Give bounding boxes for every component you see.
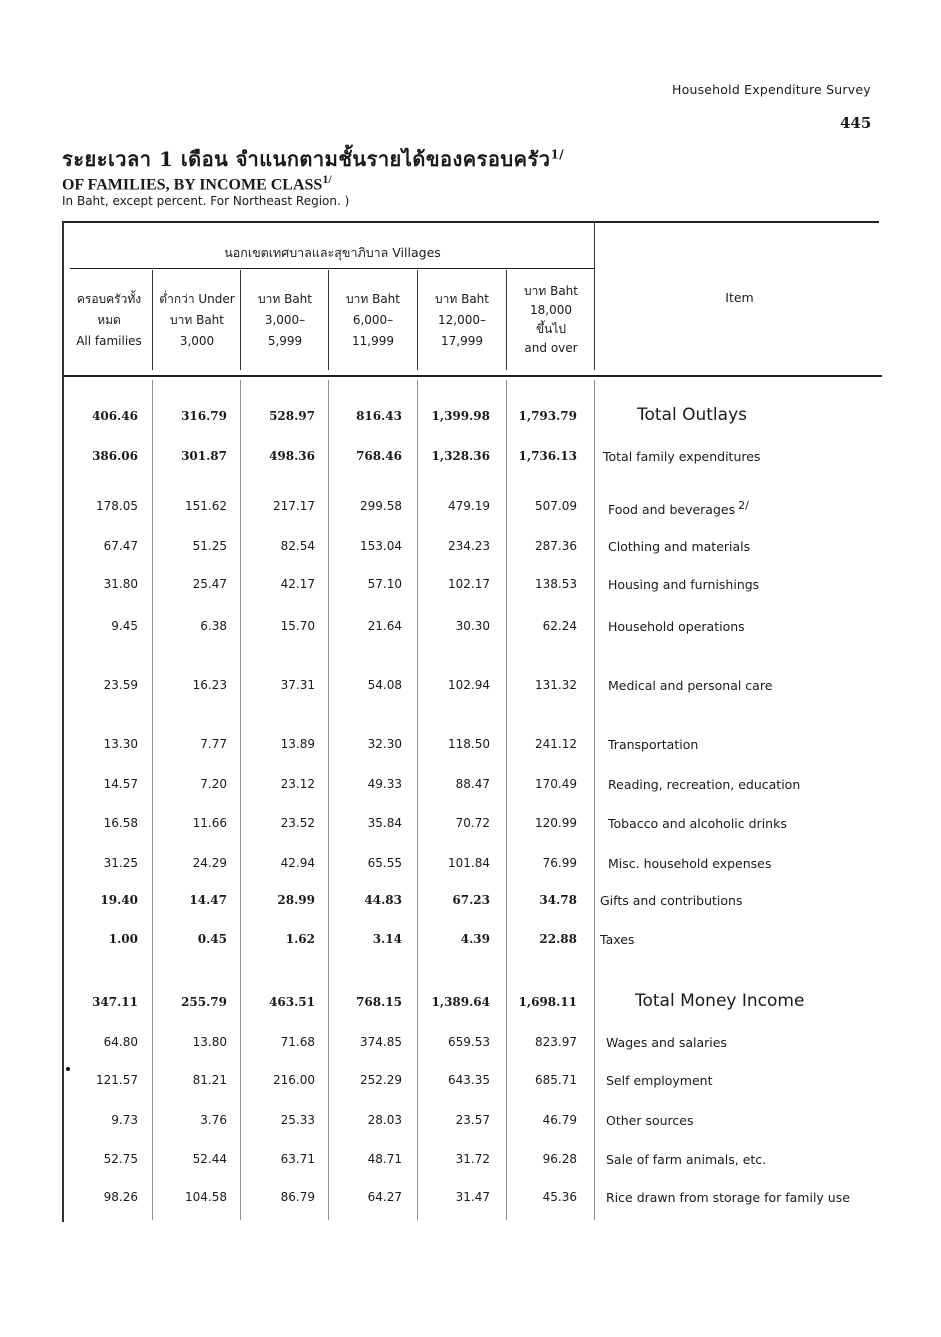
table-cell: 118.50 <box>448 737 490 751</box>
table-cell: 81.21 <box>192 1073 227 1087</box>
row-label-text: Reading, recreation, education <box>608 777 801 792</box>
table-cell: 102.17 <box>448 577 490 591</box>
table-cell: 23.57 <box>455 1113 490 1127</box>
table-cell: 63.71 <box>280 1152 315 1166</box>
table-cell: 768.46 <box>356 449 402 463</box>
table-cell: 13.30 <box>103 737 138 751</box>
row-label <box>635 991 804 1011</box>
table-cell: 170.49 <box>535 777 577 791</box>
table-cell: 255.79 <box>181 995 227 1009</box>
table-cell: 1.62 <box>285 932 315 946</box>
col-header-line: 18,000 <box>530 303 572 317</box>
column-separator <box>506 380 507 1220</box>
col-header-line: 3,000– <box>264 313 306 327</box>
column-separator <box>240 380 241 1220</box>
table-cell: 67.23 <box>452 893 490 907</box>
col-header-line: 12,000– <box>438 313 486 327</box>
row-label-text: Medical and personal care <box>608 678 773 693</box>
table-cell: 121.57 <box>96 1073 138 1087</box>
table-cell: 347.11 <box>92 995 138 1009</box>
header-bottom-rule <box>62 375 882 377</box>
col-header-line: บาท Baht <box>346 292 400 306</box>
table-cell: 34.78 <box>539 893 577 907</box>
table-cell: 54.08 <box>367 678 402 692</box>
table-cell: 16.58 <box>103 816 138 830</box>
col-header-12000-17999 <box>418 289 506 352</box>
table-cell: 19.40 <box>100 893 138 907</box>
row-label <box>608 678 772 693</box>
table-cell: 178.05 <box>96 499 138 513</box>
table-cell: 3.76 <box>200 1113 227 1127</box>
table-cell: 45.36 <box>542 1190 577 1204</box>
table-cell: 62.24 <box>542 619 577 633</box>
table-cell: 25.33 <box>280 1113 315 1127</box>
table-cell: 151.62 <box>185 499 227 513</box>
table-cell: 153.04 <box>360 539 402 553</box>
table-cell: 51.25 <box>192 539 227 553</box>
table-cell: 406.46 <box>92 409 138 423</box>
table-cell: 685.71 <box>535 1073 577 1087</box>
table-cell: 1,698.11 <box>518 995 577 1009</box>
table-cell: 28.03 <box>367 1113 402 1127</box>
table-cell: 44.83 <box>364 893 402 907</box>
row-label-text: Wages and salaries <box>606 1035 727 1050</box>
table-cell: 120.99 <box>535 816 577 830</box>
table-cell: 48.71 <box>367 1152 402 1166</box>
table-cell: 86.79 <box>280 1190 315 1204</box>
table-cell: 42.17 <box>280 577 315 591</box>
group-header-rule <box>70 268 595 269</box>
col-header-line: บาท Baht <box>524 284 578 298</box>
table-cell: 13.89 <box>280 737 315 751</box>
table-cell: 216.00 <box>273 1073 315 1087</box>
table-cell: 131.32 <box>535 678 577 692</box>
row-label <box>608 777 800 792</box>
col-header-line: 6,000– <box>352 313 394 327</box>
row-label <box>606 1113 694 1128</box>
table-cell: 479.19 <box>448 499 490 513</box>
table-cell: 31.80 <box>103 577 138 591</box>
table-left-border <box>62 222 64 1222</box>
row-label <box>606 1073 712 1088</box>
table-cell: 49.33 <box>367 777 402 791</box>
table-cell: 32.30 <box>367 737 402 751</box>
row-label-footnote: 2/ <box>738 499 749 512</box>
col-header-line: บาท Baht <box>170 313 224 327</box>
table-cell: 7.20 <box>200 777 227 791</box>
col-header-6000-11999 <box>329 289 417 352</box>
table-cell: 76.99 <box>542 856 577 870</box>
table-cell: 104.58 <box>185 1190 227 1204</box>
table-cell: 768.15 <box>356 995 402 1009</box>
table-cell: 57.10 <box>367 577 402 591</box>
col-header-line: 11,999 <box>352 334 394 348</box>
row-label-text: Self employment <box>606 1073 713 1088</box>
table-cell: 3.14 <box>372 932 402 946</box>
table-cell: 22.88 <box>539 932 577 946</box>
table-cell: 101.84 <box>448 856 490 870</box>
col-header-line: ขึ้นไป <box>535 322 567 336</box>
col-header-line: บาท Baht <box>435 292 489 306</box>
table-top-rule <box>62 221 879 223</box>
table-cell: 138.53 <box>535 577 577 591</box>
table-cell: 52.44 <box>192 1152 227 1166</box>
table-cell: 46.79 <box>542 1113 577 1127</box>
page-number: 445 <box>840 114 872 132</box>
table-cell: 65.55 <box>367 856 402 870</box>
col-header-18000-over <box>507 282 595 358</box>
col-header-3000-5999 <box>242 289 328 352</box>
table-cell: 316.79 <box>181 409 227 423</box>
table-cell: 9.45 <box>111 619 138 633</box>
table-cell: 102.94 <box>448 678 490 692</box>
group-header: นอกเขตเทศบาลและสุขาภิบาล Villages <box>224 245 441 260</box>
row-label <box>603 449 760 464</box>
col-header-line: 3,000 <box>179 334 215 348</box>
table-cell: 88.47 <box>455 777 490 791</box>
table-cell: 528.97 <box>269 409 315 423</box>
row-label <box>608 619 745 634</box>
table-cell: 299.58 <box>360 499 402 513</box>
table-cell: 0.45 <box>197 932 227 946</box>
row-label-text: Total family expenditures <box>603 449 761 464</box>
row-label <box>600 893 743 908</box>
row-label <box>608 737 698 752</box>
table-cell: 287.36 <box>535 539 577 553</box>
table-cell: 24.29 <box>192 856 227 870</box>
table-cell: 234.23 <box>448 539 490 553</box>
table-cell: 252.29 <box>360 1073 402 1087</box>
table-cell: 23.12 <box>280 777 315 791</box>
row-label <box>608 816 787 831</box>
table-subtitle: In Baht, except percent. For Northeast Region. ) <box>62 194 350 208</box>
table-cell: 31.25 <box>103 856 138 870</box>
row-label-text: Total Money Income <box>635 991 805 1011</box>
table-cell: 241.12 <box>535 737 577 751</box>
table-cell: 52.75 <box>103 1152 138 1166</box>
col-header-under-3000 <box>153 289 241 352</box>
table-cell: 35.84 <box>367 816 402 830</box>
col-header-line: ครอบครัวทั้ง <box>76 292 142 306</box>
table-cell: 498.36 <box>269 449 315 463</box>
row-label-text: Transportation <box>608 737 699 752</box>
table-cell: 4.39 <box>460 932 490 946</box>
table-cell: 643.35 <box>448 1073 490 1087</box>
table-cell: 37.31 <box>280 678 315 692</box>
row-label-text: Total Outlays <box>637 405 747 425</box>
title-english <box>62 172 332 194</box>
row-label-text: Housing and furnishings <box>608 577 760 592</box>
table-cell: 1,793.79 <box>518 409 577 423</box>
row-label <box>606 1152 766 1167</box>
table-cell: 21.64 <box>367 619 402 633</box>
row-label-text: Gifts and contributions <box>600 893 743 908</box>
col-header-line: All families <box>76 334 142 348</box>
row-label-text: Household operations <box>608 619 745 634</box>
running-head: Household Expenditure Survey <box>672 82 871 97</box>
print-speck <box>66 1067 70 1071</box>
table-cell: 823.97 <box>535 1035 577 1049</box>
row-label-text: Taxes <box>600 932 635 947</box>
row-label <box>608 499 749 517</box>
table-cell: 71.68 <box>280 1035 315 1049</box>
col-header-line: หมด <box>97 313 121 327</box>
table-cell: 463.51 <box>269 995 315 1009</box>
row-label <box>608 577 759 592</box>
table-cell: 70.72 <box>455 816 490 830</box>
column-separator <box>594 380 595 1220</box>
col-header-line: บาท Baht <box>258 292 312 306</box>
table-cell: 28.99 <box>277 893 315 907</box>
table-cell: 1,389.64 <box>431 995 490 1009</box>
title-thai <box>62 143 564 175</box>
row-label-text: Other sources <box>606 1113 694 1128</box>
row-label <box>600 932 634 947</box>
row-label-text: Sale of farm animals, etc. <box>606 1152 767 1167</box>
table-cell: 25.47 <box>192 577 227 591</box>
col-header-line: ต่ำกว่า Under <box>159 292 235 306</box>
table-cell: 9.73 <box>111 1113 138 1127</box>
table-cell: 96.28 <box>542 1152 577 1166</box>
table-cell: 67.47 <box>103 539 138 553</box>
col-header-line: 5,999 <box>267 334 303 348</box>
col-header-line: and over <box>524 341 578 355</box>
row-label <box>606 1035 727 1050</box>
row-label-text: Rice drawn from storage for family use <box>606 1190 850 1205</box>
table-cell: 14.57 <box>103 777 138 791</box>
row-label-text: Food and beverages <box>608 502 736 518</box>
row-label <box>608 539 750 554</box>
table-cell: 15.70 <box>280 619 315 633</box>
table-cell: 6.38 <box>200 619 227 633</box>
table-cell: 64.80 <box>103 1035 138 1049</box>
table-cell: 82.54 <box>280 539 315 553</box>
table-cell: 64.27 <box>367 1190 402 1204</box>
row-label <box>637 405 747 425</box>
row-label-text: Misc. household expenses <box>608 856 772 871</box>
table-cell: 374.85 <box>360 1035 402 1049</box>
table-cell: 42.94 <box>280 856 315 870</box>
item-column-header: Item <box>725 290 754 305</box>
title-thai-text: ระยะเวลา 1 เดือน จำแนกตามชั้นรายได้ของครอบครัว <box>62 147 551 171</box>
table-cell: 23.59 <box>103 678 138 692</box>
table-cell: 98.26 <box>103 1190 138 1204</box>
table-cell: 16.23 <box>192 678 227 692</box>
table-cell: 507.09 <box>535 499 577 513</box>
table-cell: 1.00 <box>108 932 138 946</box>
column-separator <box>417 380 418 1220</box>
table-cell: 1,736.13 <box>518 449 577 463</box>
table-cell: 23.52 <box>280 816 315 830</box>
table-cell: 217.17 <box>273 499 315 513</box>
row-label <box>606 1190 850 1205</box>
table-cell: 11.66 <box>192 816 227 830</box>
column-separator <box>328 380 329 1220</box>
table-cell: 7.77 <box>200 737 227 751</box>
table-cell: 816.43 <box>356 409 402 423</box>
title-thai-footnote: 1/ <box>550 147 565 162</box>
table-cell: 31.72 <box>455 1152 490 1166</box>
table-cell: 386.06 <box>92 449 138 463</box>
column-separator <box>152 380 153 1220</box>
table-cell: 659.53 <box>448 1035 490 1049</box>
row-label <box>608 856 771 871</box>
col-header-line: 17,999 <box>441 334 483 348</box>
table-cell: 301.87 <box>181 449 227 463</box>
title-english-footnote: 1/ <box>322 172 332 186</box>
table-cell: 14.47 <box>189 893 227 907</box>
col-header-all-families <box>66 289 152 352</box>
table-cell: 31.47 <box>455 1190 490 1204</box>
table-cell: 30.30 <box>455 619 490 633</box>
row-label-text: Clothing and materials <box>608 539 751 554</box>
table-cell: 1,328.36 <box>431 449 490 463</box>
row-label-text: Tobacco and alcoholic drinks <box>608 816 787 831</box>
table-cell: 13.80 <box>192 1035 227 1049</box>
title-english-text: OF FAMILIES, BY INCOME CLASS <box>62 176 323 194</box>
table-cell: 1,399.98 <box>431 409 490 423</box>
